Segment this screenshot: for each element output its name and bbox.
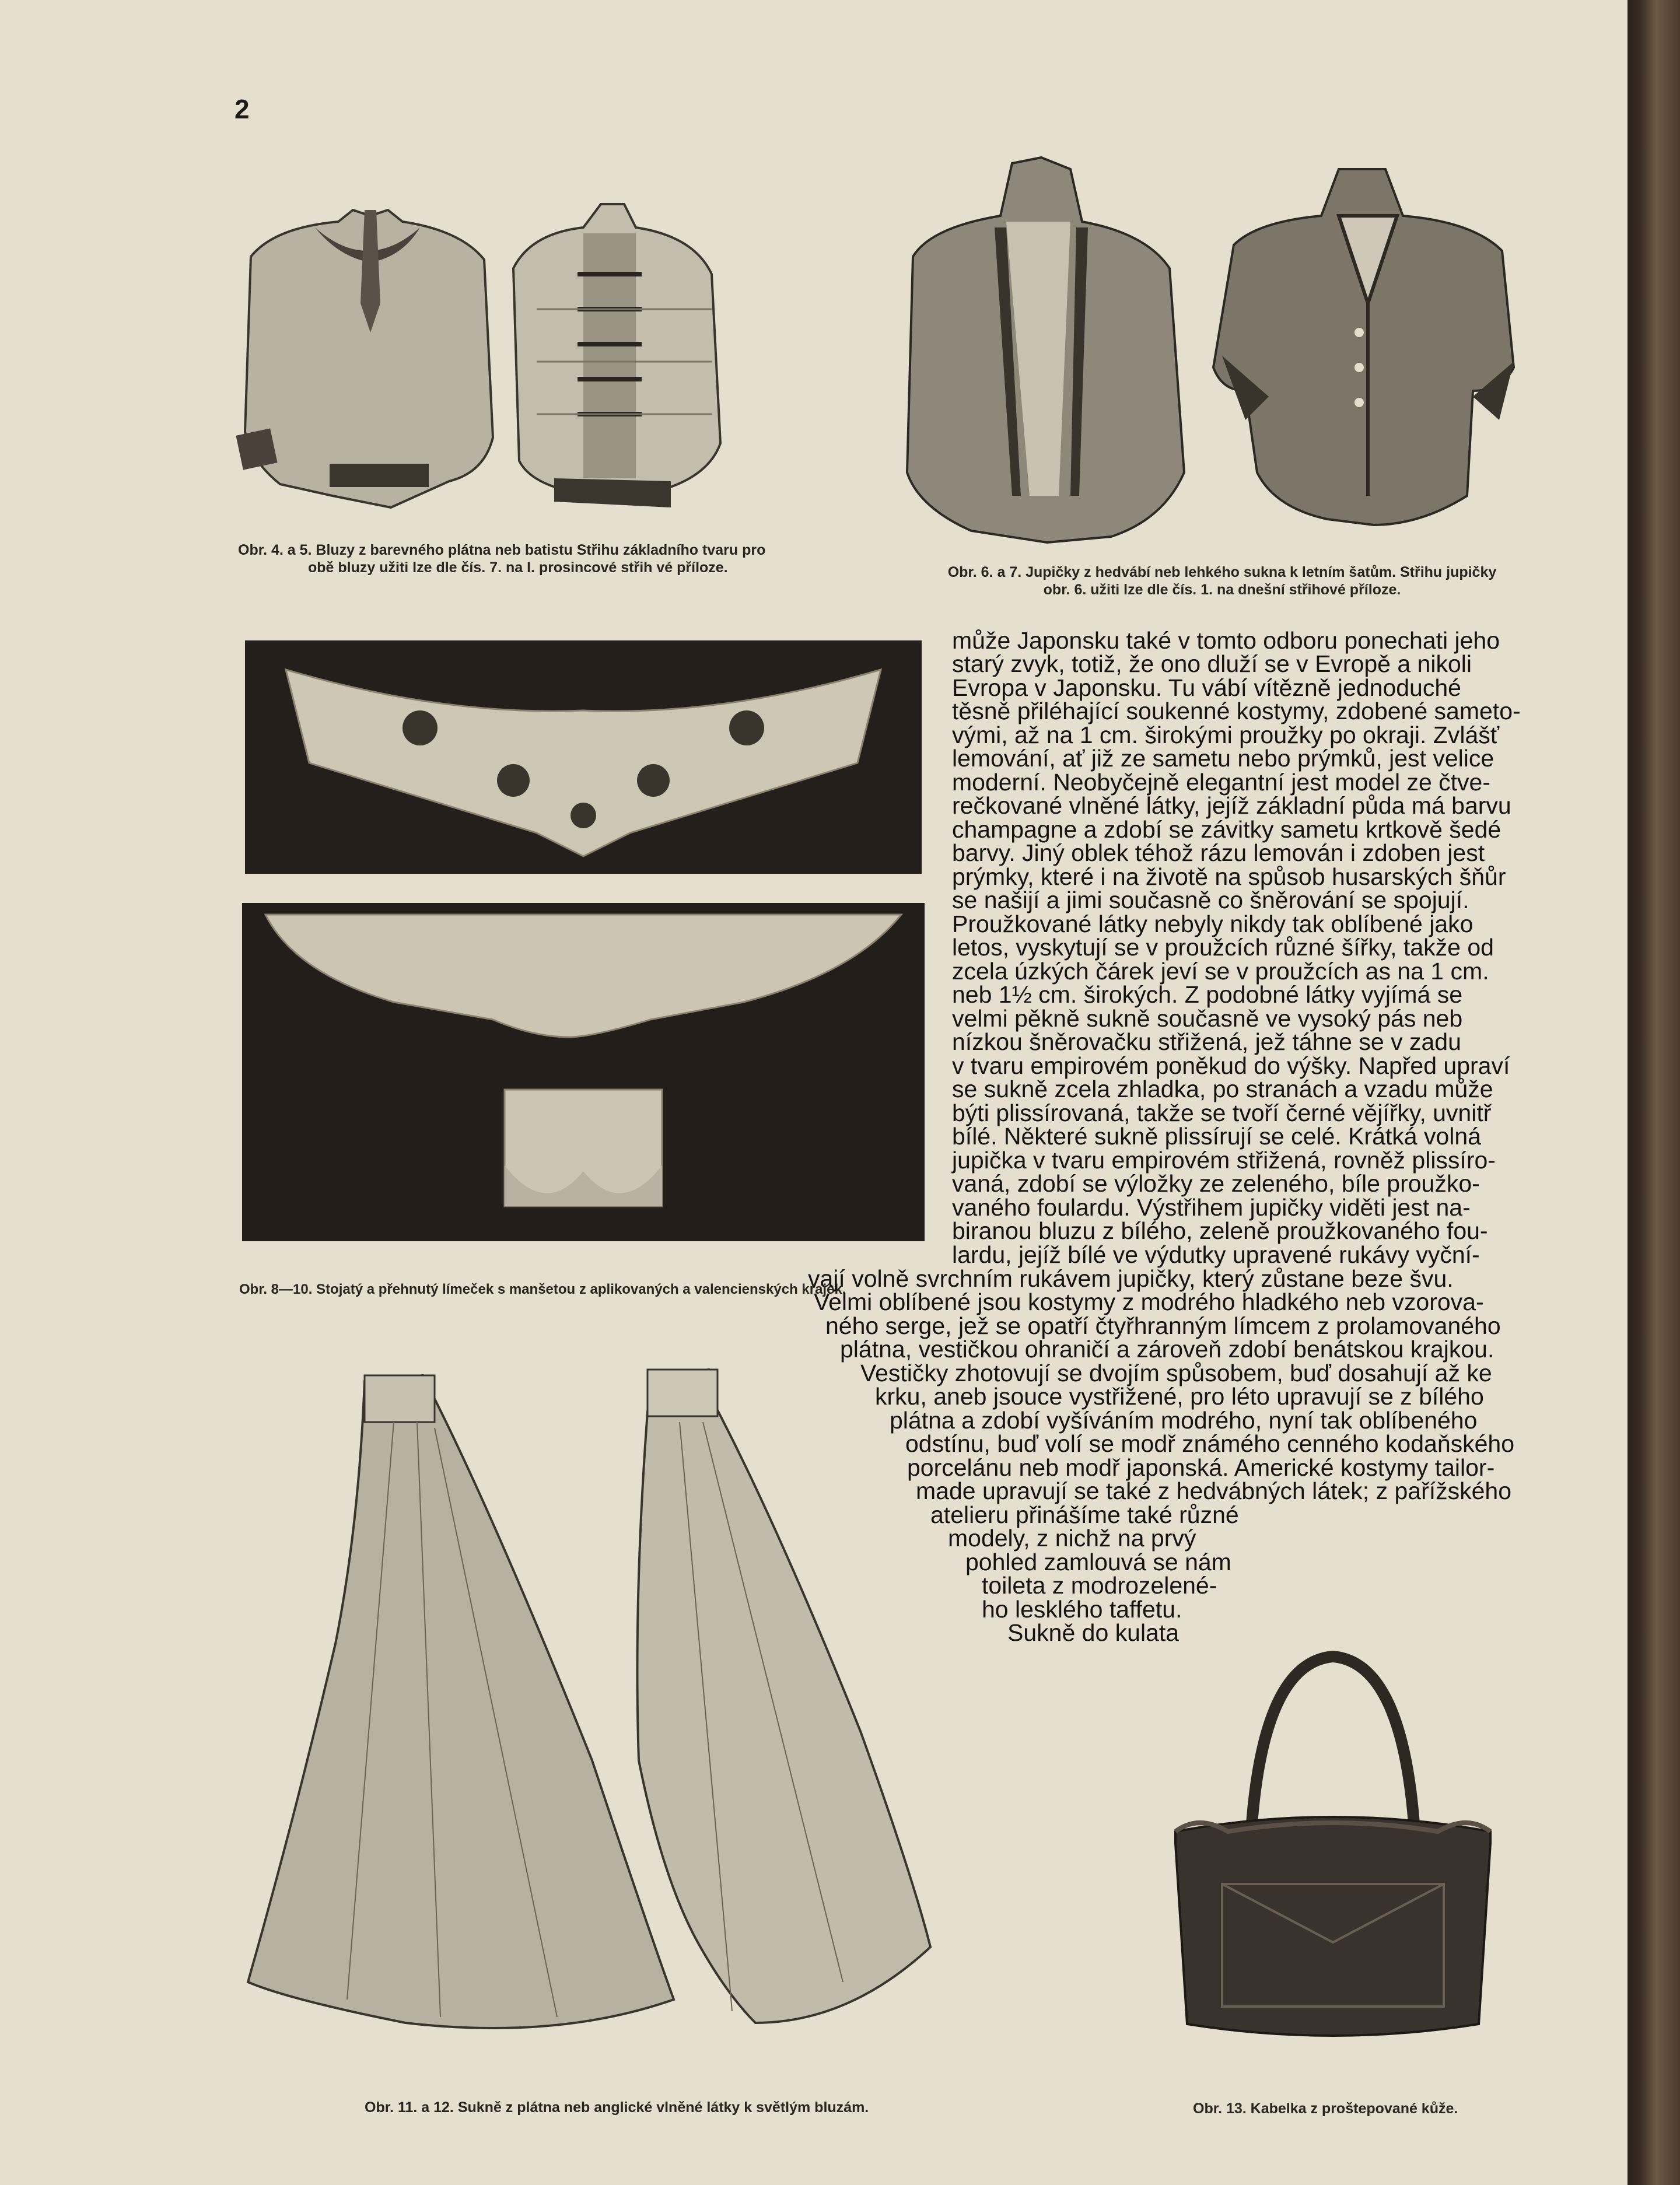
article-line: pohled zamlouvá se nám [965, 1549, 1231, 1575]
page-number: 2 [235, 94, 250, 124]
article-line: Velmi oblíbené jsou kostymy z modrého hladkého neb vzorova- [814, 1288, 1484, 1315]
jackets-illustration [895, 146, 1528, 554]
article-line: Proužkované látky nebyly nikdy tak oblíbené jako [952, 911, 1474, 937]
article-line: těsně přiléhající soukenné kostymy, zdobené sameto- [952, 698, 1521, 724]
article-line: starý zvyk, totiž, že ono dluží se v Evropě a nikoli [952, 650, 1472, 677]
article-line: atelieru přinášíme také různé [930, 1501, 1239, 1528]
article-line: modely, z nichž na prvý [948, 1525, 1196, 1552]
article-line: champagne a zdobí se závitky sametu krtkově šedé [952, 816, 1502, 843]
article-line: býti plissírovaná, takže se tvoří černé vějířky, uvnitř [952, 1099, 1492, 1126]
article-line: plátna, vestičkou ohraničí a zároveň zdobí benátskou krajkou. [840, 1336, 1494, 1363]
article-line: krku, aneb jsouce vystřižené, pro léto upravují se z bílého [875, 1383, 1484, 1410]
collar-photo [245, 640, 922, 874]
article-line: porcelánu neb modř japonská. Americké kostymy tailor- [907, 1454, 1495, 1481]
article-line: nízkou šněrovačku střižená, jež táhne se v zadu [952, 1028, 1461, 1055]
article-line: moderní. Neobyčejně elegantní jest model ze čtve- [952, 769, 1491, 796]
jackets-caption-line-1: Obr. 6. a 7. Jupičky z hedvábí neb lehkého sukna k letním šatům. Střihu jupičky [947, 564, 1497, 580]
article-line: neb 1½ cm. širokých. Z podobné látky vyjímá se [952, 981, 1463, 1008]
article-line: toileta z modrozelené- [982, 1572, 1217, 1599]
article-line: biranou bluzu z bílého, zeleně proužkovaného fou- [952, 1217, 1488, 1244]
jackets-caption-line-2: obr. 6. užiti lze dle čís. 1. na dnešní střihové příloze. [1043, 582, 1401, 598]
blouses-illustration [228, 157, 887, 531]
article-line: rečkované vlněné látky, jejíž základní půda má barvu [952, 792, 1511, 819]
article-line: vaná, zdobí se výložky ze zeleného, bíle proužko- [952, 1170, 1480, 1197]
article-line: lardu, jejíž bílé ve výdutky upravené rukávy vyční- [952, 1241, 1480, 1268]
article-line: Evropa v Japonsku. Tu vábí vítězně jednoduché [952, 674, 1461, 701]
collar-and-cuff-photo [242, 903, 925, 1241]
article-line: made upravují se také z hedvábných látek; z pařížského [916, 1477, 1512, 1504]
article-line: Sukně do kulata [1007, 1619, 1180, 1646]
article-line: lemování, ať již ze sametu nebo prýmků, jest velice [952, 745, 1494, 772]
article-line: plátna a zdobí vyšíváním modrého, nyní tak oblíbeného [890, 1407, 1478, 1434]
collars-caption: Obr. 8—10. Stojatý a přehnutý límeček s manšetou z aplikovaných a valencienských krajek. [239, 1281, 846, 1297]
article-line: zcela úzkých čárek jeví se v proužcích as na 1 cm. [952, 958, 1489, 985]
article-line: odstínu, buď volí se modř známého cenného kodaňského [905, 1430, 1515, 1457]
article-line: vými, až na 1 cm. širokými proužky po okraji. Zvlášť [952, 722, 1500, 748]
skirts-caption: Obr. 11. a 12. Sukně z plátna neb anglické vlněné látky k světlým bluzám. [365, 2099, 869, 2116]
jackets-caption [887, 563, 1558, 598]
article-line: barvy. Jiný oblek téhož rázu lemován i zdoben jest [952, 839, 1485, 866]
skirts-illustration [230, 1352, 995, 2075]
article-line: ného serge, jež se opatří čtyřhranným límcem z prolamovaného [825, 1312, 1501, 1339]
article-line: může Japonsku také v tomto odboru ponechati jeho [952, 627, 1500, 654]
article-line: se sukně zcela zhladka, po stranách a vzadu může [952, 1076, 1493, 1102]
article-line: ho lesklého taffetu. [982, 1596, 1182, 1623]
article-line: se našijí a jimi současně co šněrování se spojují. [952, 887, 1469, 913]
article-line: Vestičky zhotovují se dvojím spůsobem, buď dosahují až ke [860, 1360, 1492, 1386]
article-line: vají volně svrchním rukávem jupičky, který zůstane beze švu. [808, 1265, 1454, 1292]
article-line: v tvaru empirovém poněkud do výšky. Napřed upraví [952, 1052, 1510, 1079]
handbag-caption: Obr. 13. Kabelka z proštepované kůže. [1193, 2100, 1458, 2117]
blouses-caption [238, 541, 868, 576]
handbag-illustration [1164, 1639, 1502, 2047]
article-line: bílé. Některé sukně plissírují se celé. Krátká volná [952, 1123, 1481, 1150]
blouses-caption-line-2: obě bluzy užiti lze dle čís. 7. na I. prosincové střih vé příloze. [308, 559, 728, 576]
article-line: vaného foulardu. Výstřihem jupičky viděti jest na- [952, 1194, 1471, 1221]
article-line: velmi pěkně sukně současně ve vysoký pás neb [952, 1005, 1463, 1032]
article-line: prýmky, které i na životě na spůsob husarských šňůr [952, 863, 1506, 890]
blouses-caption-line-1: Obr. 4. a 5. Bluzy z barevného plátna neb batistu Střihu základního tvaru pro [238, 542, 766, 558]
book-spine [1628, 0, 1680, 2185]
article-line: jupička v tvaru empirovém střižená, rovněž plissíro- [952, 1147, 1496, 1174]
article-line: letos, vyskytují se v proužcích různé šířky, takže od [952, 934, 1494, 961]
